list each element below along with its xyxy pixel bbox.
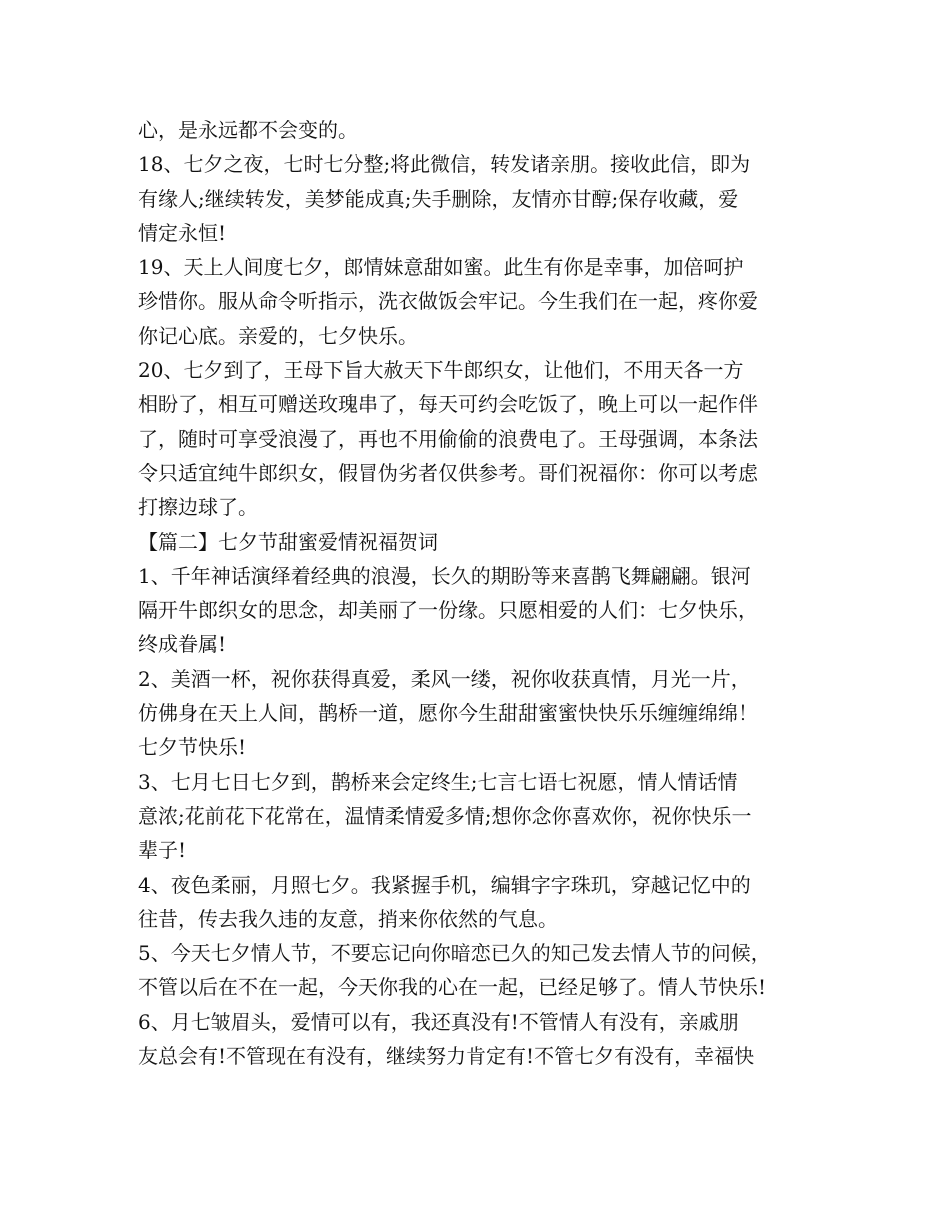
text-line: 1、千年神话演绎着经典的浪漫，长久的期盼等来喜鹊飞舞翩翩。银河 — [138, 563, 751, 588]
text-line: 你记心底。亲爱的，七夕快乐。 — [138, 323, 418, 348]
text-line: 往昔，传去我久违的友意，捎来你依然的气息。 — [138, 906, 558, 931]
text-line: 令只适宜纯牛郎织女，假冒伪劣者仅供参考。哥们祝福你：你可以考虑 — [138, 460, 758, 485]
text-line: 珍惜你。服从命令听指示，洗衣做饭会牢记。今生我们在一起，疼你爱 — [138, 289, 758, 314]
text-line: 打擦边球了。 — [138, 495, 258, 520]
text-line: 有缘人;继续转发，美梦能成真;失手删除，友情亦甘醇;保存收藏，爱 — [138, 186, 739, 211]
text-line: 意浓;花前花下花常在，温情柔情爱多情;想你念你喜欢你，祝你快乐一 — [138, 803, 752, 828]
text-line: 相盼了，相互可赠送玫瑰串了，每天可约会吃饭了，晚上可以一起作伴 — [138, 392, 758, 417]
text-line: 3、七月七日七夕到，鹊桥来会定终生;七言七语七祝愿，情人情话情 — [138, 769, 738, 794]
text-line: 隔开牛郎织女的思念，却美丽了一份缘。只愿相爱的人们：七夕快乐， — [138, 598, 758, 623]
text-line: 6、月七皱眉头，爱情可以有，我还真没有!不管情人有没有，亲戚朋 — [138, 1009, 739, 1034]
document-body — [138, 113, 818, 1073]
text-line: 辈子! — [138, 838, 187, 863]
text-line: 20、七夕到了，王母下旨大赦天下牛郎织女，让他们，不用天各一方 — [138, 358, 744, 383]
text-line: 19、天上人间度七夕，郎情妹意甜如蜜。此生有你是幸事，加倍呵护 — [138, 255, 744, 280]
text-line: 七夕节快乐! — [138, 735, 247, 760]
text-line: 2、美酒一杯，祝你获得真爱，柔风一缕，祝你收获真情，月光一片， — [138, 666, 751, 691]
text-line: 仿佛身在天上人间，鹊桥一道，愿你今生甜甜蜜蜜快快乐乐缠缠绵绵！ — [138, 701, 758, 726]
text-line: 5、今天七夕情人节，不要忘记向你暗恋已久的知己发去情人节的问候， — [138, 941, 771, 966]
text-line: 不管以后在不在一起，今天你我的心在一起，已经足够了。情人节快乐! — [138, 975, 767, 1000]
text-line: 4、夜色柔丽，月照七夕。我紧握手机，编辑字字珠玑，穿越记忆中的 — [138, 872, 751, 897]
text-line: 终成眷属! — [138, 632, 227, 657]
text-line: 了，随时可享受浪漫了，再也不用偷偷的浪费电了。王母强调，本条法 — [138, 426, 758, 451]
text-line: 心，是永远都不会变的。 — [138, 118, 358, 142]
text-line: 友总会有!不管现在有没有，继续努力肯定有!不管七夕有没有，幸福快 — [138, 1044, 755, 1069]
text-line: 18、七夕之夜，七时七分整;将此微信，转发诸亲朋。接收此信，即为 — [138, 152, 751, 177]
text-line: 情定永恒! — [138, 220, 227, 245]
section-heading: 【篇二】七夕节甜蜜爱情祝福贺词 — [138, 529, 438, 554]
